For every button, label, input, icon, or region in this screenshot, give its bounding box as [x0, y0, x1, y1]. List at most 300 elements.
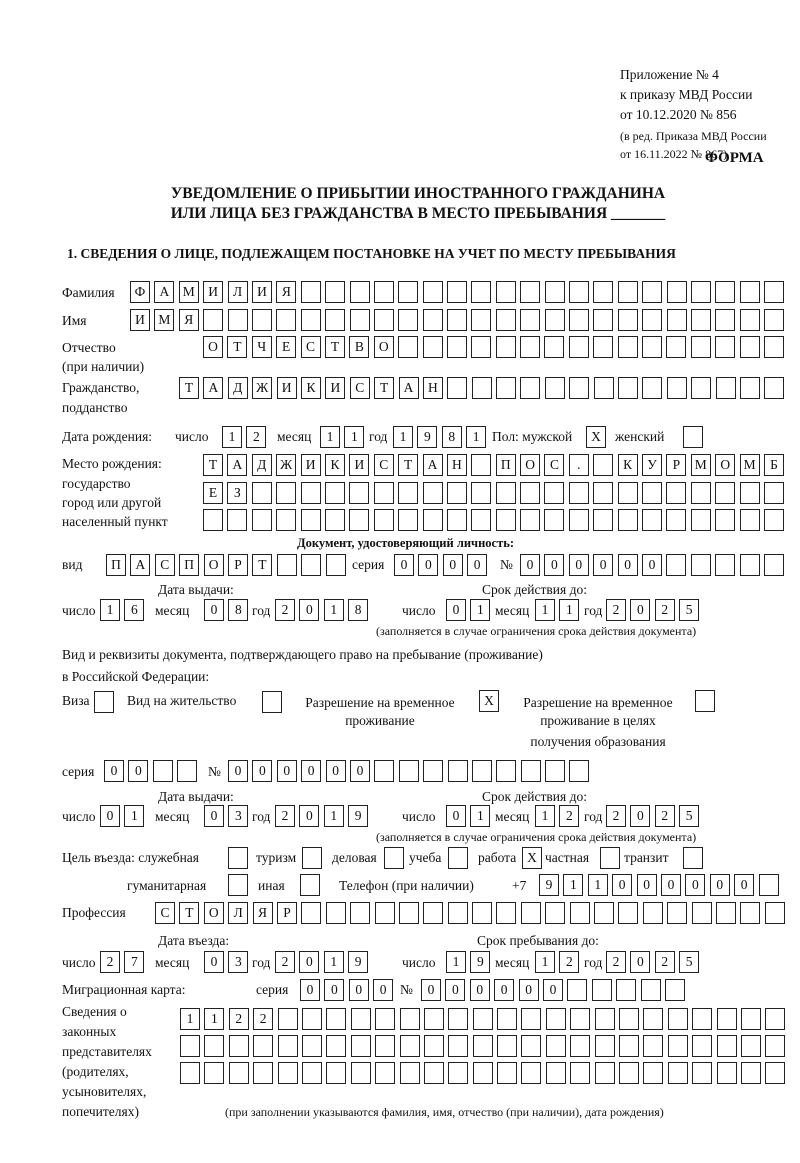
char-box[interactable]: 0 [299, 599, 319, 621]
char-box[interactable]: М [740, 454, 760, 476]
char-box[interactable] [642, 377, 662, 399]
char-box[interactable] [740, 902, 760, 924]
char-box[interactable] [740, 309, 760, 331]
doc-type-field[interactable] [106, 554, 346, 576]
char-box[interactable] [715, 336, 735, 358]
char-box[interactable] [472, 902, 492, 924]
char-box[interactable] [764, 309, 784, 331]
char-box[interactable] [668, 1062, 688, 1084]
char-box[interactable] [595, 1062, 615, 1084]
char-box[interactable] [153, 760, 173, 782]
char-box[interactable]: 2 [606, 951, 626, 973]
char-box[interactable] [497, 1062, 517, 1084]
char-box[interactable]: П [179, 554, 199, 576]
char-box[interactable] [400, 1062, 420, 1084]
char-box[interactable] [643, 902, 663, 924]
char-box[interactable] [496, 377, 516, 399]
char-box[interactable] [741, 1035, 761, 1057]
char-box[interactable] [229, 1062, 249, 1084]
birthplace-row-2[interactable] [203, 482, 784, 504]
char-box[interactable] [448, 1035, 468, 1057]
char-box[interactable]: 5 [679, 599, 699, 621]
char-box[interactable] [544, 509, 564, 531]
char-box[interactable] [277, 554, 297, 576]
char-box[interactable]: К [325, 454, 345, 476]
official-checkbox[interactable] [228, 847, 248, 869]
char-box[interactable] [593, 309, 613, 331]
char-box[interactable] [570, 1062, 590, 1084]
char-box[interactable]: 0 [228, 760, 248, 782]
char-box[interactable]: Т [203, 454, 223, 476]
char-box[interactable]: 0 [300, 979, 320, 1001]
char-box[interactable]: Н [447, 454, 467, 476]
char-box[interactable] [521, 1062, 541, 1084]
char-box[interactable]: . [569, 454, 589, 476]
char-box[interactable] [764, 554, 784, 576]
char-box[interactable] [545, 760, 565, 782]
char-box[interactable] [471, 482, 491, 504]
char-box[interactable]: 0 [326, 760, 346, 782]
char-box[interactable] [496, 281, 516, 303]
char-box[interactable] [351, 1035, 371, 1057]
char-box[interactable] [593, 482, 613, 504]
char-box[interactable]: 0 [299, 805, 319, 827]
char-box[interactable] [546, 1008, 566, 1030]
char-box[interactable]: 0 [252, 760, 272, 782]
char-box[interactable] [741, 1008, 761, 1030]
char-box[interactable]: 0 [421, 979, 441, 1001]
char-box[interactable] [227, 509, 247, 531]
char-box[interactable] [252, 509, 272, 531]
char-box[interactable] [667, 309, 687, 331]
char-box[interactable] [472, 377, 492, 399]
char-box[interactable] [229, 1035, 249, 1057]
char-box[interactable] [544, 336, 564, 358]
char-box[interactable] [400, 1008, 420, 1030]
char-box[interactable] [600, 847, 620, 869]
char-box[interactable]: А [227, 454, 247, 476]
char-box[interactable] [447, 309, 467, 331]
representatives-row-1[interactable] [180, 1008, 785, 1030]
char-box[interactable] [764, 281, 784, 303]
char-box[interactable] [740, 336, 760, 358]
char-box[interactable] [326, 902, 346, 924]
char-box[interactable] [715, 309, 735, 331]
char-box[interactable] [423, 309, 443, 331]
char-box[interactable] [593, 509, 613, 531]
business-checkbox[interactable] [384, 847, 404, 869]
char-box[interactable]: 0 [204, 951, 224, 973]
char-box[interactable] [204, 1035, 224, 1057]
representatives-row-3[interactable] [180, 1062, 785, 1084]
permit-issue-year-field[interactable] [275, 805, 368, 827]
char-box[interactable] [643, 1035, 663, 1057]
char-box[interactable] [692, 1035, 712, 1057]
female-checkbox[interactable] [683, 426, 703, 448]
until-day-field[interactable] [446, 951, 490, 973]
char-box[interactable] [715, 482, 735, 504]
char-box[interactable]: 1 [324, 599, 344, 621]
char-box[interactable]: 8 [442, 426, 462, 448]
char-box[interactable]: 0 [685, 874, 705, 896]
char-box[interactable] [616, 979, 636, 1001]
char-box[interactable] [375, 902, 395, 924]
char-box[interactable]: 8 [348, 599, 368, 621]
permit-issue-month-field[interactable] [204, 805, 248, 827]
char-box[interactable] [278, 1035, 298, 1057]
study-checkbox[interactable] [448, 847, 468, 869]
char-box[interactable] [618, 336, 638, 358]
char-box[interactable] [473, 1035, 493, 1057]
char-box[interactable] [665, 979, 685, 1001]
char-box[interactable] [520, 377, 540, 399]
char-box[interactable] [643, 1008, 663, 1030]
char-box[interactable] [471, 336, 491, 358]
char-box[interactable] [717, 1035, 737, 1057]
char-box[interactable]: 1 [446, 951, 466, 973]
permit-valid-month-field[interactable] [535, 805, 579, 827]
char-box[interactable] [262, 691, 282, 713]
char-box[interactable]: 0 [593, 554, 613, 576]
char-box[interactable] [740, 482, 760, 504]
char-box[interactable] [374, 281, 394, 303]
char-box[interactable]: 0 [446, 805, 466, 827]
char-box[interactable]: 2 [229, 1008, 249, 1030]
char-box[interactable]: О [715, 454, 735, 476]
char-box[interactable] [423, 482, 443, 504]
char-box[interactable] [570, 1008, 590, 1030]
char-box[interactable]: 1 [100, 599, 120, 621]
char-box[interactable]: 2 [275, 951, 295, 973]
char-box[interactable] [764, 509, 784, 531]
char-box[interactable] [374, 482, 394, 504]
permit-valid-day-field[interactable] [446, 805, 490, 827]
char-box[interactable]: 1 [344, 426, 364, 448]
char-box[interactable]: 5 [679, 951, 699, 973]
char-box[interactable] [228, 847, 248, 869]
doc-series-field[interactable] [394, 554, 487, 576]
char-box[interactable]: Т [179, 377, 199, 399]
char-box[interactable]: О [203, 336, 223, 358]
char-box[interactable] [595, 1035, 615, 1057]
char-box[interactable]: 1 [535, 951, 555, 973]
char-box[interactable]: 2 [559, 951, 579, 973]
char-box[interactable] [569, 377, 589, 399]
char-box[interactable]: 1 [466, 426, 486, 448]
char-box[interactable]: 1 [204, 1008, 224, 1030]
char-box[interactable]: А [154, 281, 174, 303]
char-box[interactable] [545, 309, 565, 331]
char-box[interactable]: Т [252, 554, 272, 576]
char-box[interactable]: 0 [104, 760, 124, 782]
char-box[interactable] [521, 1008, 541, 1030]
char-box[interactable] [759, 874, 779, 896]
char-box[interactable] [399, 902, 419, 924]
char-box[interactable]: А [399, 377, 419, 399]
permit-series-field[interactable] [104, 760, 197, 782]
char-box[interactable]: Е [276, 336, 296, 358]
char-box[interactable] [473, 1062, 493, 1084]
char-box[interactable]: Р [666, 454, 686, 476]
char-box[interactable]: Л [228, 902, 248, 924]
char-box[interactable] [593, 454, 613, 476]
char-box[interactable] [667, 281, 687, 303]
char-box[interactable]: 3 [228, 805, 248, 827]
char-box[interactable] [302, 847, 322, 869]
char-box[interactable]: Я [253, 902, 273, 924]
char-box[interactable]: 0 [445, 979, 465, 1001]
char-box[interactable] [203, 309, 223, 331]
char-box[interactable]: А [423, 454, 443, 476]
char-box[interactable]: О [520, 454, 540, 476]
char-box[interactable] [180, 1062, 200, 1084]
char-box[interactable] [447, 281, 467, 303]
char-box[interactable] [94, 691, 114, 713]
char-box[interactable]: 9 [348, 805, 368, 827]
char-box[interactable] [473, 1008, 493, 1030]
char-box[interactable]: К [301, 377, 321, 399]
char-box[interactable] [715, 509, 735, 531]
char-box[interactable] [520, 509, 540, 531]
char-box[interactable]: 9 [348, 951, 368, 973]
char-box[interactable]: 2 [275, 599, 295, 621]
char-box[interactable]: К [618, 454, 638, 476]
char-box[interactable] [666, 509, 686, 531]
migration-number-field[interactable] [421, 979, 685, 1001]
char-box[interactable] [424, 1062, 444, 1084]
char-box[interactable] [546, 1062, 566, 1084]
char-box[interactable] [668, 1008, 688, 1030]
surname-field[interactable] [130, 281, 784, 303]
char-box[interactable]: 1 [563, 874, 583, 896]
char-box[interactable]: Т [374, 377, 394, 399]
char-box[interactable] [278, 1062, 298, 1084]
char-box[interactable]: 2 [559, 805, 579, 827]
char-box[interactable] [326, 554, 346, 576]
char-box[interactable] [619, 1035, 639, 1057]
char-box[interactable]: 0 [612, 874, 632, 896]
char-box[interactable]: П [496, 454, 516, 476]
char-box[interactable]: Л [228, 281, 248, 303]
char-box[interactable] [326, 1008, 346, 1030]
char-box[interactable]: О [204, 554, 224, 576]
char-box[interactable] [384, 847, 404, 869]
other-checkbox[interactable] [300, 874, 320, 896]
char-box[interactable] [717, 1008, 737, 1030]
char-box[interactable] [325, 509, 345, 531]
char-box[interactable] [642, 482, 662, 504]
birth-day-field[interactable] [222, 426, 266, 448]
char-box[interactable] [351, 1062, 371, 1084]
char-box[interactable] [520, 336, 540, 358]
permit-valid-year-field[interactable] [606, 805, 699, 827]
char-box[interactable] [691, 554, 711, 576]
char-box[interactable] [618, 902, 638, 924]
char-box[interactable] [740, 377, 760, 399]
char-box[interactable]: 0 [661, 874, 681, 896]
char-box[interactable]: Я [276, 281, 296, 303]
char-box[interactable] [423, 760, 443, 782]
char-box[interactable] [326, 1035, 346, 1057]
char-box[interactable] [666, 482, 686, 504]
char-box[interactable] [692, 902, 712, 924]
char-box[interactable]: 3 [228, 951, 248, 973]
char-box[interactable]: 0 [710, 874, 730, 896]
visa-checkbox[interactable] [94, 691, 114, 713]
char-box[interactable] [301, 902, 321, 924]
char-box[interactable]: 0 [277, 760, 297, 782]
char-box[interactable] [374, 309, 394, 331]
char-box[interactable]: 2 [100, 951, 120, 973]
char-box[interactable]: 2 [655, 951, 675, 973]
char-box[interactable] [278, 1008, 298, 1030]
char-box[interactable] [683, 847, 703, 869]
char-box[interactable]: Ж [276, 454, 296, 476]
char-box[interactable] [350, 309, 370, 331]
char-box[interactable] [448, 1062, 468, 1084]
valid-day-field[interactable] [446, 599, 490, 621]
char-box[interactable]: И [252, 281, 272, 303]
char-box[interactable] [375, 1035, 395, 1057]
char-box[interactable] [301, 554, 321, 576]
char-box[interactable] [375, 1008, 395, 1030]
char-box[interactable]: 2 [655, 805, 675, 827]
char-box[interactable]: И [277, 377, 297, 399]
char-box[interactable] [520, 281, 540, 303]
transit-checkbox[interactable] [683, 847, 703, 869]
work-checkbox[interactable] [522, 847, 542, 869]
char-box[interactable] [765, 1008, 785, 1030]
char-box[interactable]: Ж [252, 377, 272, 399]
char-box[interactable] [400, 1035, 420, 1057]
char-box[interactable]: С [544, 454, 564, 476]
char-box[interactable] [177, 760, 197, 782]
char-box[interactable]: М [179, 281, 199, 303]
birth-year-field[interactable] [393, 426, 486, 448]
char-box[interactable] [471, 281, 491, 303]
char-box[interactable]: X [522, 847, 542, 869]
char-box[interactable] [276, 309, 296, 331]
char-box[interactable]: 2 [253, 1008, 273, 1030]
char-box[interactable] [448, 902, 468, 924]
char-box[interactable] [764, 336, 784, 358]
birthplace-row-3[interactable] [203, 509, 784, 531]
char-box[interactable] [496, 760, 516, 782]
char-box[interactable]: Я [179, 309, 199, 331]
char-box[interactable] [642, 281, 662, 303]
char-box[interactable] [521, 760, 541, 782]
char-box[interactable]: О [374, 336, 394, 358]
char-box[interactable]: У [642, 454, 662, 476]
char-box[interactable]: 1 [180, 1008, 200, 1030]
char-box[interactable] [301, 281, 321, 303]
char-box[interactable]: 0 [630, 951, 650, 973]
char-box[interactable] [253, 1035, 273, 1057]
char-box[interactable] [619, 1062, 639, 1084]
char-box[interactable]: Е [203, 482, 223, 504]
char-box[interactable] [715, 281, 735, 303]
char-box[interactable] [667, 377, 687, 399]
char-box[interactable]: 0 [443, 554, 463, 576]
char-box[interactable] [545, 902, 565, 924]
char-box[interactable] [569, 281, 589, 303]
char-box[interactable] [569, 509, 589, 531]
phone-field[interactable] [539, 874, 779, 896]
char-box[interactable] [301, 482, 321, 504]
char-box[interactable] [618, 281, 638, 303]
char-box[interactable] [423, 902, 443, 924]
valid-month-field[interactable] [535, 599, 579, 621]
char-box[interactable] [691, 377, 711, 399]
char-box[interactable] [471, 309, 491, 331]
char-box[interactable]: 2 [606, 805, 626, 827]
char-box[interactable] [695, 690, 715, 712]
char-box[interactable]: 0 [204, 599, 224, 621]
char-box[interactable] [350, 902, 370, 924]
char-box[interactable] [570, 902, 590, 924]
char-box[interactable] [300, 874, 320, 896]
char-box[interactable]: 1 [535, 805, 555, 827]
char-box[interactable] [520, 482, 540, 504]
citizenship-field[interactable] [179, 377, 784, 399]
char-box[interactable] [593, 281, 613, 303]
char-box[interactable] [374, 760, 394, 782]
char-box[interactable]: 1 [470, 599, 490, 621]
char-box[interactable] [570, 1035, 590, 1057]
char-box[interactable] [496, 336, 516, 358]
char-box[interactable]: 0 [349, 979, 369, 1001]
char-box[interactable] [180, 1035, 200, 1057]
char-box[interactable] [643, 1062, 663, 1084]
char-box[interactable] [716, 902, 736, 924]
char-box[interactable] [641, 979, 661, 1001]
char-box[interactable] [691, 281, 711, 303]
char-box[interactable] [521, 1035, 541, 1057]
char-box[interactable]: И [349, 454, 369, 476]
char-box[interactable]: 6 [124, 599, 144, 621]
issue-day-field[interactable] [100, 599, 144, 621]
birthplace-row-1[interactable] [203, 454, 784, 476]
char-box[interactable] [325, 281, 345, 303]
char-box[interactable] [595, 1008, 615, 1030]
humanitarian-checkbox[interactable] [228, 874, 248, 896]
char-box[interactable] [424, 1008, 444, 1030]
char-box[interactable]: 1 [535, 599, 555, 621]
char-box[interactable]: Т [179, 902, 199, 924]
char-box[interactable]: М [154, 309, 174, 331]
char-box[interactable] [349, 482, 369, 504]
patronymic-field[interactable] [203, 336, 784, 358]
representatives-row-2[interactable] [180, 1035, 785, 1057]
char-box[interactable] [717, 1062, 737, 1084]
permit-issue-day-field[interactable] [100, 805, 144, 827]
temp-permit-checkbox[interactable] [479, 690, 499, 712]
char-box[interactable] [447, 377, 467, 399]
char-box[interactable]: Ф [130, 281, 150, 303]
char-box[interactable]: С [155, 902, 175, 924]
char-box[interactable]: 0 [544, 554, 564, 576]
char-box[interactable] [276, 482, 296, 504]
name-field[interactable] [130, 309, 784, 331]
char-box[interactable] [471, 454, 491, 476]
char-box[interactable]: 9 [470, 951, 490, 973]
char-box[interactable]: 0 [394, 554, 414, 576]
char-box[interactable] [567, 979, 587, 1001]
char-box[interactable] [520, 309, 540, 331]
char-box[interactable]: И [325, 377, 345, 399]
char-box[interactable]: 9 [417, 426, 437, 448]
char-box[interactable]: 0 [470, 979, 490, 1001]
